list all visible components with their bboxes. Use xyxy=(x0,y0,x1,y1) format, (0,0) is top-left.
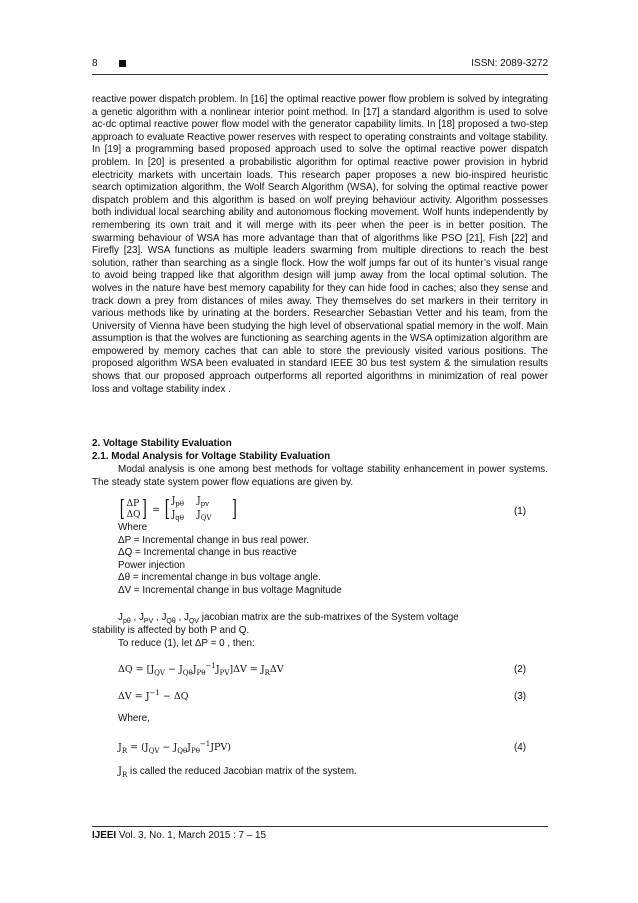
where-line-4: Δθ = incremental change in bus voltage angle. xyxy=(118,572,321,584)
reduced-jacobian-text: $J_R$ is called the reduced Jacobian matrix of the system. xyxy=(118,766,357,779)
equation-4-number: (4) xyxy=(514,742,527,753)
where-label-2: Where, xyxy=(118,713,150,724)
section-intro: Modal analysis is one among best methods for voltage stability enhancement in power systems. The steady state system power flow equations are given by. xyxy=(92,464,548,488)
equation-2-number: (2) xyxy=(514,664,527,675)
subsection-title: 2.1. Modal Analysis for Voltage Stability Evaluation xyxy=(92,451,331,462)
body-paragraph: reactive power dispatch problem. In [16] the optimal reactive power flow problem is solved by integrating a genetic algorithm with a nonlinear interior point method. In [17] a standard algorithm is used to solve ac-dc optimal reactive power flow model with the generator capability limits. In [18] proposed a two-step approach to evaluate Reactive power reserves with respect to operating constraints and voltage stability. In [19] a programming based proposed approach used to solve the optimal reactive power dispatch problem. In [20] is presented a probabilistic algorithm for optimal reactive power provision in hybrid electricity markets with uncertain loads. This research paper proposes a new bio-inspired heuristic search optimization algorithm, the Wolf Search Algorithm (WSA), for solving the optimal reactive power dispatch problem and this algorithm is based on wolf preying behaviour activity. Algorithm possesses both individual local searching ability and autonomous flocking movement. Wolf hunts independently by remembering its own trait and it will merge with its peer when the peer is in better position. The swarming behaviour of WSA has more advantage than that of algorithms like PSO [21], Fish [22] and Firefly [23]. WSA functions as multiple leaders swarming from multiple directions to reach the best solution, rather than searching as a single flock. How the wolf jumps far out of its hunter’s visual range to avoid being trapped like that algorithm design will jump away from the local optimal solution. The wolves in the nature have best memory capability for they can hide food in caches; also they sense and track down a prey from distances of miles away. They themselves do set markers in their territory in various methods like by urinating at the borders. Researcher Sebastian Vetter and his team, from the University of Vienna have been studying the high level of observational spatial memory in the wolf. Main assumption is that the wolves are functioning as searching agents in the WSA optimization algorithm are empowered by memory caches that can able to store the previously visited various positions. The proposed algorithm WSA been evaluated in standard IEEE 30 bus test system & the simulation results shows that our proposed approach outperforms all reported algorithms in minimization of real power loss and voltage stability index . xyxy=(92,94,548,395)
where-block xyxy=(118,522,342,598)
where-line-2: ΔQ = Incremental change in bus reactive xyxy=(118,547,297,559)
equation-2: $\Delta Q = [J_{QV} - J_{Q\theta}J_{P\theta}^{-1}J_{PV}]\Delta V = J_R\Delta V$ xyxy=(118,662,284,678)
page-footer xyxy=(92,830,266,841)
where-line-3: Power injection xyxy=(118,559,185,571)
where-line-1: ΔP = Incremental change in bus real power. xyxy=(118,534,310,546)
where-label: Where xyxy=(118,522,148,533)
equation-4: $J_R = (J_{QV} - J_{Q\theta}J_{P\theta}^{-1}JPV)$ xyxy=(118,740,232,756)
page-number: 8 xyxy=(92,58,98,69)
journal-name: IJEEI xyxy=(92,830,117,841)
equation-1-number: (1) xyxy=(514,506,527,517)
jacobian-line-1: $J_{p\theta}$ , $J_{PV}$ , $J_{Q\theta}$ , $J_{QV}$ jacobian matrix are the sub-matrixes of the System voltage xyxy=(118,612,459,625)
equation-1: [ ΔP ΔQ] = [ $J_{p\theta}$ $J_{q\theta}$ $J_{pv}$ $J_{QV}$ ] xyxy=(119,496,238,522)
footer-rule xyxy=(92,826,548,827)
equation-3: $\Delta V = J^{-1} - \Delta Q$ xyxy=(118,689,189,703)
square-bullet-icon xyxy=(119,60,126,67)
jacobian-line-2: stability is affected by both P and Q. xyxy=(92,625,250,636)
header-rule xyxy=(92,74,548,75)
where-line-5: ΔV = Incremental change in bus voltage Magnitude xyxy=(118,584,342,596)
jacobian-line-3: To reduce (1), let ΔP = 0 , then: xyxy=(118,638,255,649)
equation-3-number: (3) xyxy=(514,691,527,702)
journal-citation: Vol. 3, No. 1, March 2015 : 7 – 15 xyxy=(116,830,267,841)
issn-label: ISSN: 2089-3272 xyxy=(471,58,548,69)
section-title: 2. Voltage Stability Evaluation xyxy=(92,438,232,449)
